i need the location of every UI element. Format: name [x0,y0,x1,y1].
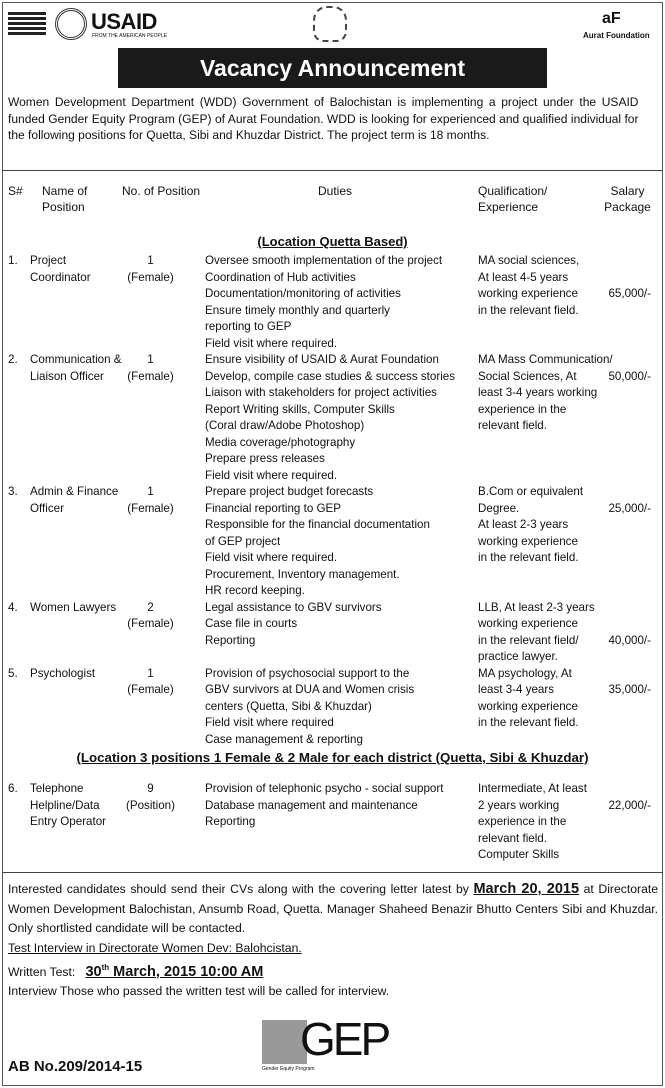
duties-line: Reporting [205,815,256,828]
us-flag-icon [8,12,46,36]
qualification-line: MA psychology, At [478,666,572,680]
usaid-logo: USAID [91,9,157,34]
aurat-foundation-logo: aF [602,10,621,27]
duties [205,666,475,749]
duties-line: Procurement, Inventory management. [205,567,400,581]
position-count-line: 1 [147,254,154,267]
qualification-line: 2 years working [478,798,560,812]
position-count-line: (Position) [126,798,175,812]
position-name-line: Helpline/Data [30,798,100,812]
qualification [478,352,613,435]
location-quetta-heading: (Location Quetta Based) [257,234,408,249]
salary: 22,000/- [608,798,651,812]
serial-number: 2. [8,353,18,366]
written-test-day: 30 [85,963,102,980]
table-row [0,781,665,864]
duties-line: Field visit where required. [205,336,338,350]
qualification-line: practice lawyer. [478,650,558,663]
divider [2,872,663,873]
position-count [118,253,183,286]
duties-line: Oversee smooth implementation of the project [205,254,443,267]
written-test-date: March, 2015 10:00 AM [109,963,264,980]
position-name-line: Liaison Officer [30,369,104,383]
col-name: Name of Position [42,184,88,214]
duties-line: Ensure visibility of USAID & Aurat Foundation [205,353,439,366]
qualification-line: working experience [478,534,578,548]
duties [205,781,475,831]
intro-paragraph: Women Development Department (WDD) Government of Balochistan is implementing a project under the USAID funded Gender Equity Program (GEP) of Aurat Foundation. WDD is looking for experienced and qualified individual for the following positions for Quetta, Sibi and Khuzdar District. The project term is 18 months. [8,95,639,143]
position-count-line: 1 [147,353,154,366]
table-row [0,484,665,600]
duties-line: Provision of telephonic psycho - social support [205,782,444,795]
position-name [30,781,130,831]
qualification-line: in the relevant field/ [478,633,579,647]
instructions-text-2: at Directorate Women Development Balochistan, Ansumb Road, Quetta. Manager Shaheed Benazir Bhutto Centers Sibi and Khuzdar. Only shortlisted candidate will be contacted. [8,882,659,935]
position-name-line: Project [30,254,67,267]
serial-number: 5. [8,666,18,680]
qualification-line: At least 2-3 years [478,518,569,531]
qualification-line: MA social sciences, [478,254,580,267]
position-count-line: 2 [147,600,154,614]
qualification-line: experience in the [478,402,567,416]
serial-number: 6. [8,782,18,795]
duties-line: centers (Quetta, Sibi & Khuzdar) [205,699,372,713]
application-instructions [8,880,658,1002]
duties-line: Coordination of Hub activities [205,270,356,284]
salary: 25,000/- [608,501,651,515]
position-count-line: (Female) [127,270,174,284]
duties-line: Provision of psychosocial support to the [205,666,410,680]
ad-number: AB No.209/2014-15 [8,1058,143,1075]
col-salary: Salary Package [604,184,651,214]
position-name [30,484,130,517]
duties-line: Field visit where required. [205,551,338,564]
written-test-suffix: th [101,963,110,972]
qualification [478,666,613,732]
qualification-line: At least 4-5 years [478,270,569,284]
test-venue: Test Interview in Directorate Women Dev: Balohcistan. [8,940,302,955]
duties-line: Media coverage/photography [205,435,356,449]
qualification-line: relevant field. [478,831,547,845]
qualification-line: relevant field. [478,419,547,432]
col-duties: Duties [318,184,353,198]
divider [2,170,663,171]
position-name-line: Psychologist [30,666,96,680]
qualification-line: in the relevant field. [478,716,579,729]
qualification-line: Computer Skills [478,848,560,861]
written-test [8,958,658,982]
position-name-line: Admin & Finance [30,485,119,498]
gep-logo [262,1013,402,1072]
position-count-line: 1 [147,666,154,680]
usaid-seal-icon [55,8,87,40]
qualification-line: working experience [478,617,578,630]
duties-line: Develop, compile case studies & success stories [205,369,456,383]
duties-line: Case management & reporting [205,732,363,746]
position-count-line: (Female) [127,617,174,630]
position-name [30,666,130,683]
duties-line: of GEP project [205,534,281,548]
position-count [118,666,183,699]
duties-line: Field visit where required [205,716,334,729]
duties-line: Documentation/monitoring of activities [205,287,401,300]
salary: 65,000/- [608,287,651,300]
position-name-line: Coordinator [30,270,91,284]
col-sn: S# [8,184,23,198]
table-row [0,253,665,352]
position-name-line: Telephone [30,782,84,795]
deadline: March 20, 2015 [473,881,580,897]
position-name [30,253,130,286]
written-test-label: Written Test: [8,964,76,979]
serial-number: 4. [8,600,18,614]
position-count-line: 9 [147,782,154,795]
interview-note: Interview Those who passed the written test will be called for interview. [8,984,390,999]
qualification-line: in the relevant field. [478,551,579,564]
duties-line: Responsible for the financial documentation [205,518,430,531]
serial-number: 1. [8,254,18,267]
qualification [478,253,613,319]
position-name [30,600,130,617]
qualification-line: Social Sciences, At [478,369,577,383]
position-count [118,600,183,633]
position-count [118,352,183,385]
duties-line: HR record keeping. [205,584,305,597]
duties-line: Liaison with stakeholders for project activities [205,386,437,399]
qualification-line: LLB, At least 2-3 years [478,600,595,614]
qualification [478,484,613,567]
position-count [118,484,183,517]
duties-line: Legal assistance to GBV survivors [205,600,382,614]
aurat-foundation-name: Aurat Foundation [583,31,650,40]
duties-line: GBV survivors at DUA and Women crisis [205,683,415,696]
serial-number: 3. [8,485,18,498]
col-num: No. of Position [122,184,201,198]
location-districts-heading: (Location 3 positions 1 Female & 2 Male for each district (Quetta, Sibi & Khuzdar) [76,750,589,765]
usaid-tagline: FROM THE AMERICAN PEOPLE [92,33,167,39]
qualification-line: B.Com or equivalent [478,485,584,498]
positions-table-quetta [0,253,665,748]
salary: 40,000/- [608,633,651,647]
qualification-line: MA Mass Communication/ [478,353,613,366]
table-row [0,600,665,666]
duties-line: Report Writing skills, Computer Skills [205,402,395,416]
government-emblem-icon [313,6,347,42]
instructions-text: Interested candidates should send their CVs along with the covering letter latest by [8,882,474,896]
qualification-line: working experience [478,287,578,300]
salary: 50,000/- [608,369,651,383]
position-name [30,352,130,385]
duties-line: Field visit where required. [205,468,338,482]
qualification-line: working experience [478,699,578,713]
position-count-line: (Female) [127,683,174,696]
duties-line: reporting to GEP [205,320,292,333]
duties-line: Reporting [205,633,256,647]
duties [205,352,475,484]
position-name-line: Officer [30,501,64,515]
duties-line: Ensure timely monthly and quarterly [205,303,390,317]
salary: 35,000/- [608,683,651,696]
col-qual: Qualification/ Experience [478,184,548,214]
duties-line: Financial reporting to GEP [205,501,341,515]
qualification-line: experience in the [478,815,567,828]
qualification-line: Intermediate, At least [478,782,587,795]
duties-line: Prepare press releases [205,452,325,465]
duties [205,253,475,352]
qualification [478,600,613,666]
table-row [0,352,665,484]
position-count-line: (Female) [127,369,174,383]
qualification-line: least 3-4 years working [478,386,598,399]
position-count-line: 1 [147,485,154,498]
positions-table-districts [0,781,665,864]
duties-line: (Coral draw/Adobe Photoshop) [205,419,365,432]
gep-logo-text: GEP [300,1013,389,1065]
position-count [118,781,183,814]
duties [205,600,475,650]
duties-line: Case file in courts [205,617,298,630]
position-name-line: Communication & [30,353,122,366]
position-name-line: Entry Operator [30,815,107,828]
duties-line: Database management and maintenance [205,798,418,812]
duties-line: Prepare project budget forecasts [205,485,374,498]
position-count-line: (Female) [127,501,174,515]
qualification [478,781,613,864]
page-title: Vacancy Announcement [118,48,547,88]
position-name-line: Women Lawyers [30,600,117,614]
gep-tagline: Gender Equity Program [262,1066,315,1072]
qualification-line: in the relevant field. [478,303,579,317]
qualification-line: Degree. [478,501,520,515]
qualification-line: least 3-4 years [478,683,555,696]
table-row [0,666,665,749]
duties [205,484,475,600]
